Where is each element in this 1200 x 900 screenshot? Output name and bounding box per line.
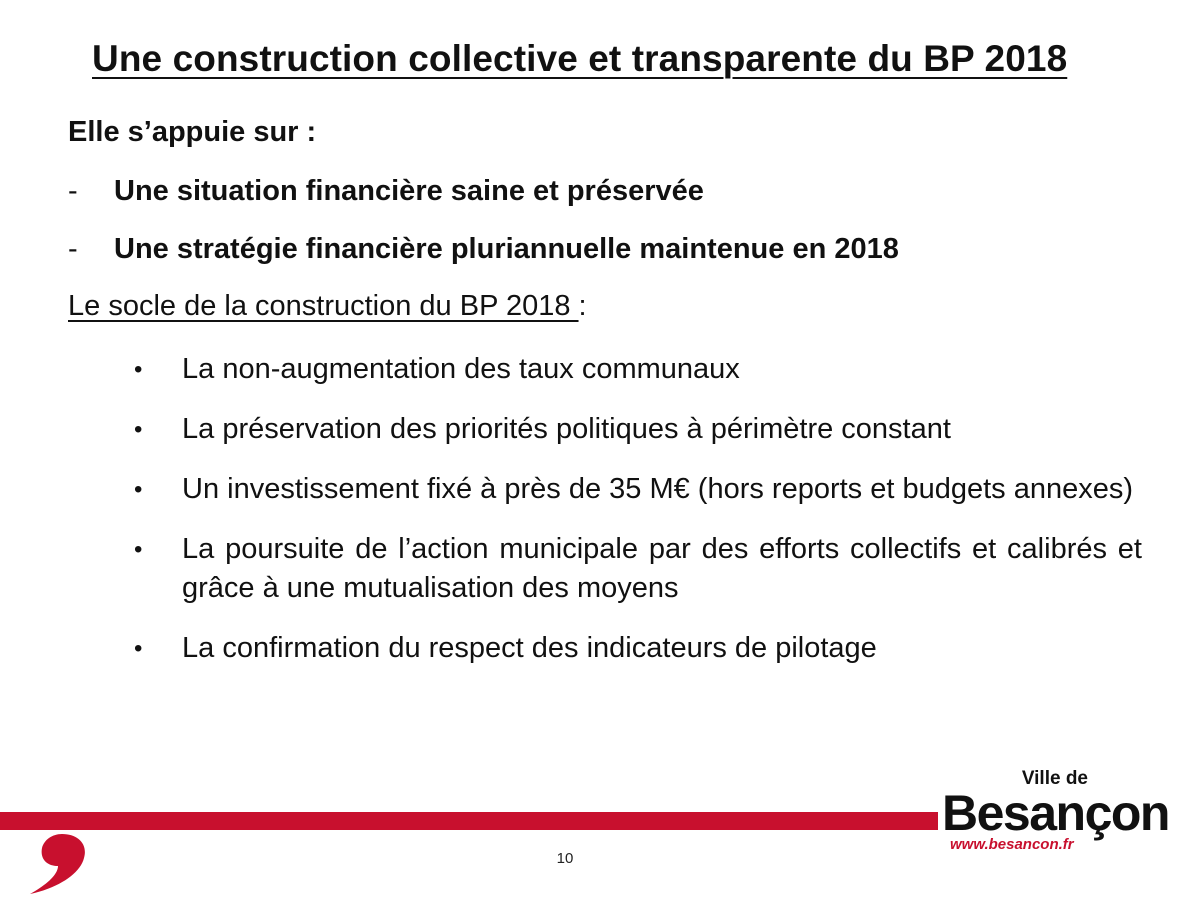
dash-item-text: Une situation financière saine et préservée bbox=[114, 175, 704, 207]
bullet-icon: • bbox=[134, 356, 143, 383]
socle-suffix: : bbox=[578, 290, 587, 322]
socle-heading bbox=[68, 290, 587, 323]
dash-item bbox=[68, 233, 899, 266]
dash-item-text: Une stratégie financière pluriannuelle maintenue en 2018 bbox=[114, 233, 899, 265]
bullet-list bbox=[134, 350, 1142, 689]
bullet-icon: • bbox=[134, 416, 143, 443]
bullet-icon: • bbox=[134, 476, 143, 503]
logo-city-name: Besançon bbox=[942, 785, 1169, 841]
list-item-text: Un investissement fixé à près de 35 M€ (hors reports et budgets annexes) bbox=[182, 473, 1134, 505]
dash-marker: - bbox=[68, 233, 78, 265]
logo-ville-text: Ville de bbox=[1021, 768, 1088, 789]
list-item bbox=[134, 350, 1142, 389]
comma-logo-icon bbox=[18, 832, 94, 896]
logo-url: www.besancon.fr bbox=[950, 836, 1074, 853]
bullet-icon: • bbox=[134, 536, 143, 563]
slide-title: Une construction collective et transparente du BP 2018 bbox=[92, 38, 1068, 79]
besancon-logo bbox=[940, 766, 1169, 862]
list-item-text: La confirmation du respect des indicateurs de pilotage bbox=[182, 632, 877, 664]
bullet-icon: • bbox=[134, 635, 143, 662]
list-item bbox=[134, 470, 1142, 509]
list-item bbox=[134, 629, 1142, 668]
list-item-text: La poursuite de l’action municipale par des efforts collectifs et calibrés et grâce à une mutualisation des moyens bbox=[182, 533, 1142, 604]
list-item-text: La préservation des priorités politiques à périmètre constant bbox=[182, 413, 951, 445]
dash-item bbox=[68, 175, 704, 208]
dash-marker: - bbox=[68, 175, 78, 207]
page-number: 10 bbox=[556, 850, 574, 867]
list-item-text: La non-augmentation des taux communaux bbox=[182, 353, 740, 385]
list-item bbox=[134, 410, 1142, 449]
intro-text: Elle s’appuie sur : bbox=[68, 116, 317, 148]
socle-label: Le socle de la construction du BP 2018 bbox=[68, 290, 579, 322]
footer-red-bar bbox=[0, 812, 938, 830]
list-item bbox=[134, 530, 1142, 608]
